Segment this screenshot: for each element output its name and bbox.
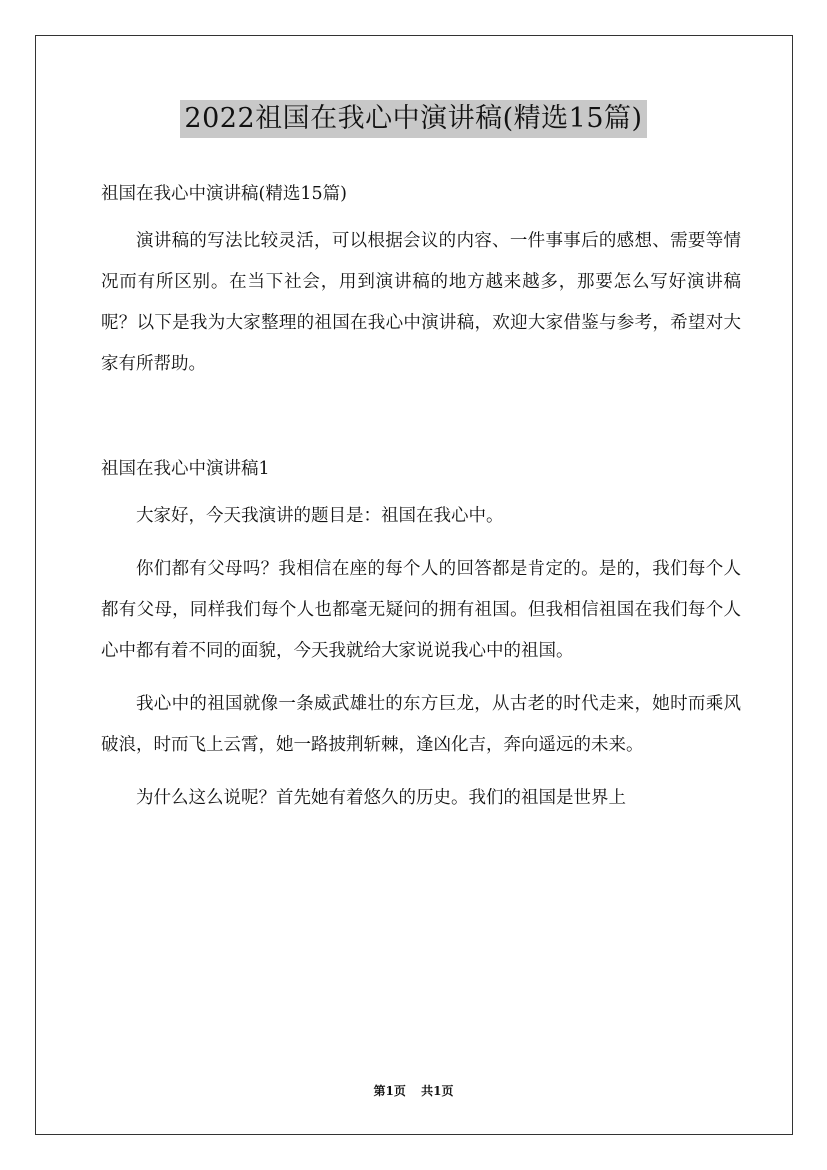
title-container: [0, 100, 827, 138]
footer-spacer: [410, 1084, 418, 1098]
page-number: 第1页: [373, 1084, 406, 1098]
page-total: 共1页: [421, 1084, 454, 1098]
document-title: 2022祖国在我心中演讲稿(精选15篇): [180, 100, 646, 138]
document-subtitle: 祖国在我心中演讲稿(精选15篇): [101, 184, 347, 204]
section-heading: 祖国在我心中演讲稿1: [101, 459, 270, 479]
body-paragraph: 你们都有父母吗？我相信在座的每个人的回答都是肯定的。是的，我们每个人都有父母，同样我们每个人也都毫无疑问的拥有祖国。但我相信祖国在我们每个人心中都有着不同的面貌，今天我就给大家说说我心中的祖国。: [101, 559, 741, 661]
intro-paragraph: 演讲稿的写法比较灵活，可以根据会议的内容、一件事事后的感想、需要等情况而有所区别。在当下社会，用到演讲稿的地方越来越多，那要怎么写好演讲稿呢？以下是我为大家整理的祖国在我心中演讲稿，欢迎大家借鉴与参考，希望对大家有所帮助。: [101, 231, 741, 374]
document-body: [101, 174, 741, 819]
page-footer: [0, 1083, 827, 1099]
body-paragraph: 为什么这么说呢？首先她有着悠久的历史。我们的祖国是世界上: [136, 788, 626, 808]
body-paragraph: 我心中的祖国就像一条威武雄壮的东方巨龙，从古老的时代走来，她时而乘风破浪，时而飞上云霄，她一路披荆斩棘，逢凶化吉，奔向遥远的未来。: [101, 694, 741, 755]
body-paragraph: 大家好，今天我演讲的题目是：祖国在我心中。: [136, 506, 504, 526]
